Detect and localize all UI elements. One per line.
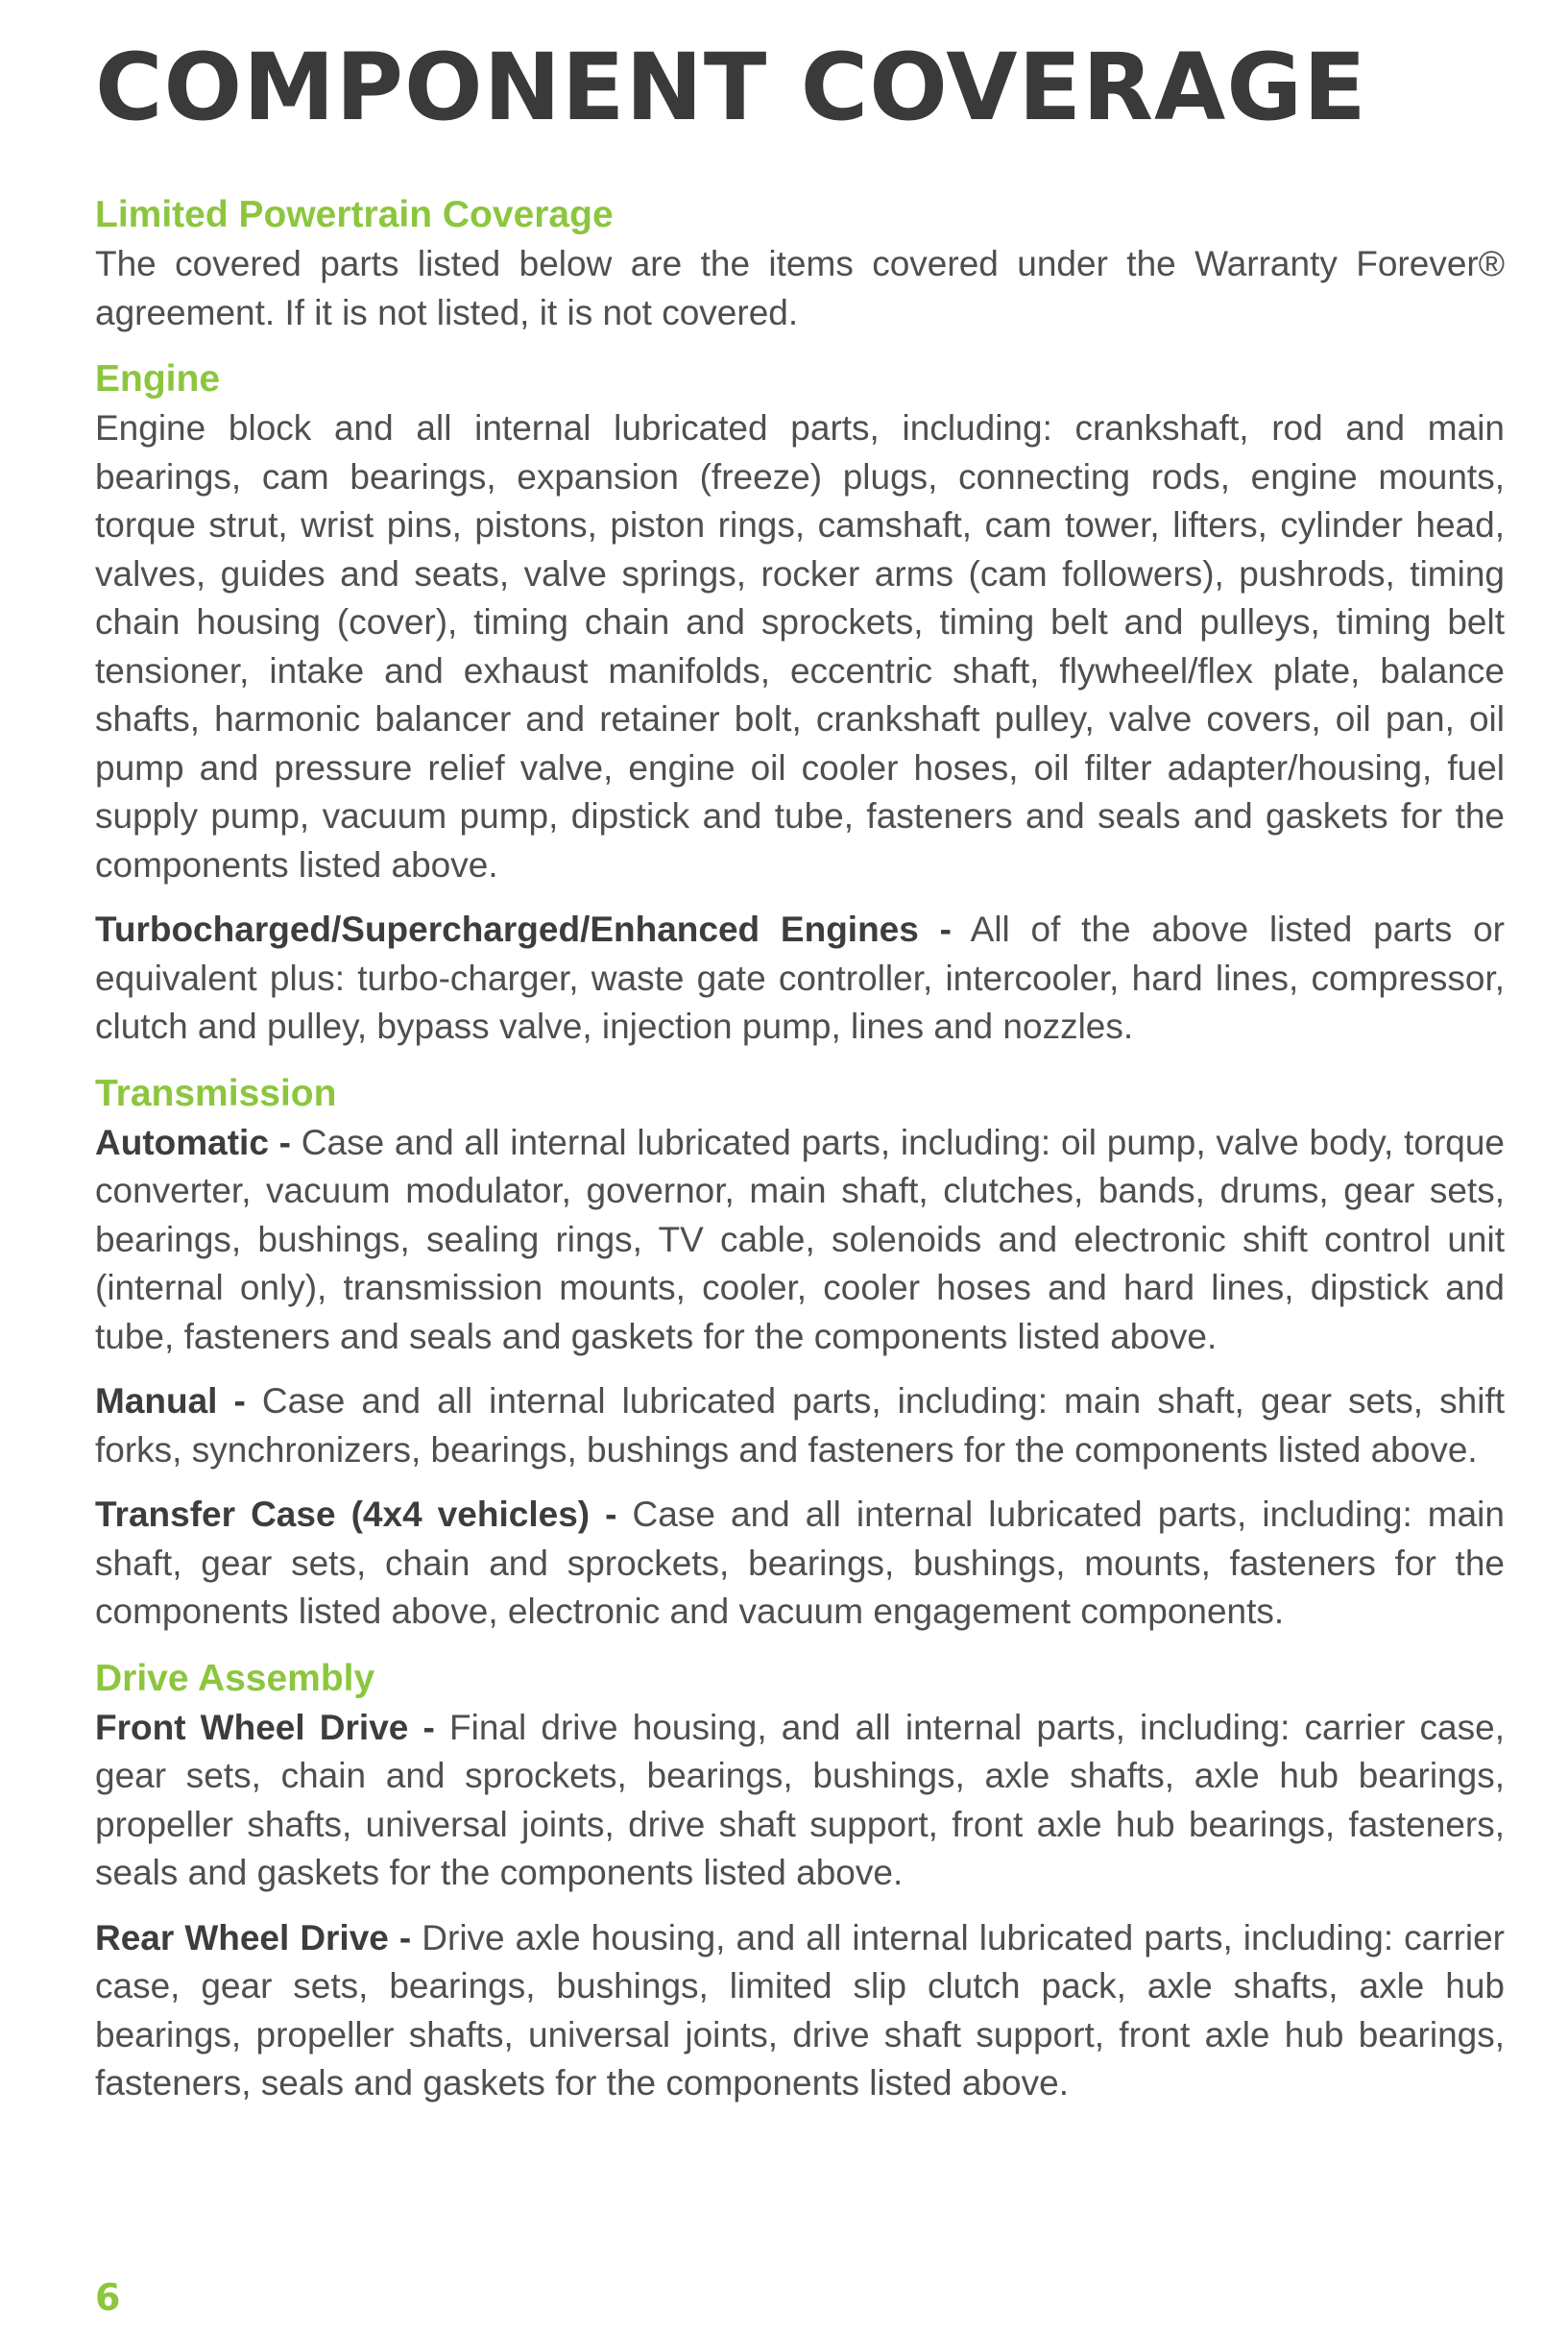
automatic-paragraph — [95, 1119, 1505, 1362]
drive-assembly-heading: Drive Assembly — [95, 1657, 375, 1699]
rear-wheel-drive-text: Drive axle housing, and all internal lubricated parts, including: carrier case, gear sets, bearings, bushings, limited slip clutch pack, axle shafts, axle hub bearings, propeller shafts, universal joints, drive shaft support, front axle hub bearings, fasteners, seals and gaskets for the components listed above. — [95, 1917, 1505, 2103]
transmission-heading: Transmission — [95, 1072, 337, 1114]
manual-paragraph — [95, 1377, 1505, 1474]
limited-powertrain-text: The covered parts listed below are the items covered under the Warranty Forever® agreement. If it is not listed, it is not covered. — [95, 244, 1505, 332]
manual-lead: Manual - — [95, 1381, 246, 1421]
rear-wheel-drive-paragraph — [95, 1914, 1505, 2108]
section-gap — [95, 337, 1505, 354]
engine-text: Engine block and all internal lubricated parts, including: crankshaft, rod and main bearings, cam bearings, expansion (freeze) plugs, connecting rods, engine mounts, torque strut, wrist pins, pistons, piston rings, camshaft, cam tower, lifters, cylinder head, valves, guides and seats, valve springs, rocker arms (cam followers), pushrods, timing chain housing (cover), timing chain and sprockets, timing belt and pulleys, timing belt tensioner, intake and exhaust manifolds, eccentric shaft, flywheel/flex plate, balance shafts, harmonic balancer and retainer bolt, crankshaft pulley, valve covers, oil pan, oil pump and pressure relief valve, engine oil cooler hoses, oil filter adapter/housing, fuel supply pump, vacuum pump, dipstick and tube, fasteners and seals and gaskets for the components listed above. — [95, 408, 1505, 885]
limited-powertrain-heading: Limited Powertrain Coverage — [95, 194, 614, 235]
transfer-case-paragraph — [95, 1491, 1505, 1637]
page-number: 6 — [95, 2276, 121, 2319]
transfer-case-text: Case and all internal lubricated parts, including: main shaft, gear sets, chain and sprockets, bearings, bushings, mounts, fasteners for the components listed above, electronic and vacuum engagement components. — [95, 1495, 1505, 1631]
automatic-lead: Automatic - — [95, 1122, 291, 1162]
engine-heading: Engine — [95, 358, 221, 400]
section-gap — [95, 1052, 1505, 1069]
transfer-case-lead: Transfer Case (4x4 vehicles) - — [95, 1495, 617, 1534]
section-gap — [95, 1637, 1505, 1654]
coverage-content — [95, 190, 1505, 2108]
manual-text: Case and all internal lubricated parts, including: main shaft, gear sets, shift forks, synchronizers, bearings, bushings and fasteners for the components listed above. — [95, 1381, 1506, 1470]
turbo-engines-text: All of the above listed parts or equivalent plus: turbo-charger, waste gate controller, intercooler, hard lines, compressor, clutch and pulley, bypass valve, injection pump, lines and nozzles. — [95, 910, 1505, 1046]
turbo-engines-paragraph — [95, 906, 1505, 1052]
rear-wheel-drive-lead: Rear Wheel Drive - — [95, 1917, 412, 1957]
front-wheel-drive-paragraph — [95, 1704, 1505, 1898]
front-wheel-drive-text: Final drive housing, and all internal parts, including: carrier case, gear sets, chain and sprockets, bearings, bushings, axle shafts, axle hub bearings, propeller shafts, universal joints, drive shaft support, front axle hub bearings, fasteners, seals and gaskets for the components listed above. — [95, 1707, 1505, 1892]
front-wheel-drive-lead: Front Wheel Drive - — [95, 1707, 435, 1747]
automatic-text: Case and all internal lubricated parts, including: oil pump, valve body, torque converter, vacuum modulator, governor, main shaft, clutches, bands, drums, gear sets, bearings, bushings, sealing rings, TV cable, solenoids and electronic shift control unit (internal only), transmission mounts, cooler, cooler hoses and hard lines, dipstick and tube, fasteners and seals and gaskets for the components listed above. — [95, 1122, 1505, 1356]
page-title: COMPONENT COVERAGE — [95, 34, 1367, 141]
turbo-engines-lead: Turbocharged/Supercharged/Enhanced Engines - — [95, 910, 952, 949]
